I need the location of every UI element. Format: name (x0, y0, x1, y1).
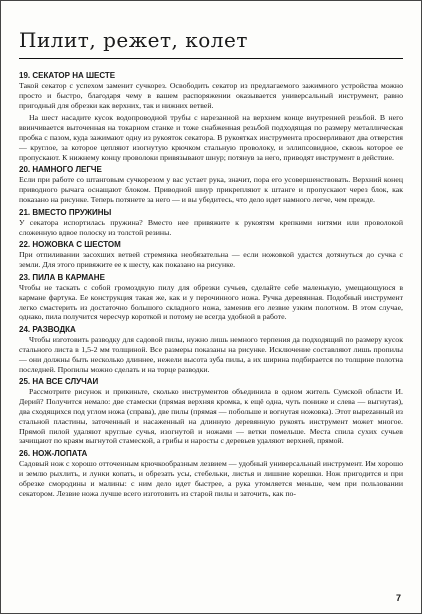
section-heading: 25. НА ВСЕ СЛУЧАИ (19, 377, 99, 387)
section-21 (19, 208, 403, 238)
paragraph: Чтобы изготовить разводку для садовой пилы, нужно лишь немного терпения да подходящий по размеру кусок стального листа в 1,5-2 мм толщиной. Все размеры показаны на рисунке. Исключение составляют лишь пропилы — они должны быть несколько длиннее, нежели высота зуба пилы, а их ширина подбирается по толщине полотна последней. Пропилы можно сделать и на торце разводки. (19, 335, 403, 374)
section-25 (19, 377, 403, 446)
page-number: 7 (395, 593, 401, 603)
section-heading: 22. НОЖОВКА С ШЕСТОМ (19, 240, 121, 250)
paragraph: Такой секатор с успехом заменит сучкорез. Освободить секатор из предлагаемого зажимного устройства можно просто и быстро, благодаря чему в вашем распоряжении оказывается универсальный инструмент, равно пригодный для обрезки как верхних, так и нижних ветвей. (19, 81, 403, 110)
section-heading: 21. ВМЕСТО ПРУЖИНЫ (19, 207, 112, 217)
section-22 (19, 240, 403, 270)
section-heading: 24. РАЗВОДКА (19, 325, 76, 335)
section-heading: 19. СЕКАТОР НА ШЕСТЕ (19, 71, 116, 80)
paragraph: Садовый нож с хорошо отточенным крючкообразным лезвием — удобный универсальный инструмент. Им хорошо и землю рыхлить, и лунки копать, и обрезать усы, стебельки, листья и лишние корешки. Нож пригодится и при обрезке смородины и малины: с ним дело идет быстрее, а рука утомляется меньше, чем при пользовании секатором. Лезвие ножа лучше всего изготовить из старой пилы и заточить, как по- (19, 459, 403, 498)
section-heading: 23. ПИЛА В КАРМАНЕ (19, 272, 105, 282)
paragraph: У секатора испортилась пружина? Вместо нее привяжите к рукоятям крепкими нитями или проволокой сложенную вдвое полоску из толстой резины. (19, 217, 403, 237)
paragraph: Чтобы не таскать с собой громоздкую пилу для обрезки сучьев, сделайте себе маленькую, умещающуюся в кармане фартука. Ее конструкция такая же, как и у перочинного ножа. Ручка деревянная. Подобный инструмент легко смастерить из достаточно большого складного ножа, заменив его лезвие узким полотном. В этом случае, однако, пила получится чересчур короткой и потому не всегда удобной в работе. (19, 282, 403, 322)
section-20 (19, 165, 403, 204)
section-24 (19, 325, 403, 374)
paragraph: Если при работе со штанговым сучкорезом у вас устает рука, значит, пора его усовершенствовать. Верхний конец приводного рычага оснащают блоком. Приводной шнур прикрепляют к штанге и пропускают через блок, как показано на рисунке. Теперь потянете за него — и вы убедитесь, что дело идет намного легче, чем прежде. (19, 175, 403, 204)
page-content (19, 71, 403, 501)
section-heading: 26. НОЖ-ЛОПАТА (19, 449, 88, 459)
section-heading: 20. НАМНОГО ЛЕГЧЕ (19, 165, 102, 175)
paragraph: Рассмотрите рисунок и прикиньте, сколько инструментов объединила в одном житель Сумской области И. Дерий? Получится немало: две стамески (прямая верхняя кромка, к ещё одна, чуть пониже и слева — выгнутая), два сходящихся под углом ножа (справа), две пилы (прямая — побольше и вогнутая ножовка). Этот выреzанный из стальной пластины, заточенный и насаженный на длинную деревянную рукоять инструмент может многое. Прямой пилой удаляют круглые сучья, изогнутой и ножами — ветки помельше. Места спила сухих сучьев зачищают по краям выгнутой стамеской, а грибы и наросты с деревьев удаляют верхней, прямой. (19, 387, 403, 446)
section-26 (19, 449, 403, 498)
section-19 (19, 71, 403, 162)
section-23 (19, 273, 403, 322)
paragraph: На шест насадите кусок водопроводной трубы с нарезанной на верхнем конце внутренней резьбой. В него ввинчивается выточенная на токарном станке и тоже снабженная резьбой подходящая по размеру металлическая пробка с пазом, куда зажимают одну из рукояток секатора. В рукоятках инструмента просверливают два отверстия — круглое, за которое цепляют изогнутую крючком стальную проволоку, и эллипсовидное, сквозь которое ее пропускают. К нижнему концу проволоки привязывают шнур; потянув за него, приводят инструмент в действие. (19, 113, 403, 162)
page-title: Пилит, режет, колет (19, 27, 403, 59)
paragraph: При отпиливании засохших ветвей стремянка необязательна — если ножовкой удастся дотянуться до сучка с земли. Для этого привяжите ее к шесту, как показано на рисунке. (19, 250, 403, 270)
